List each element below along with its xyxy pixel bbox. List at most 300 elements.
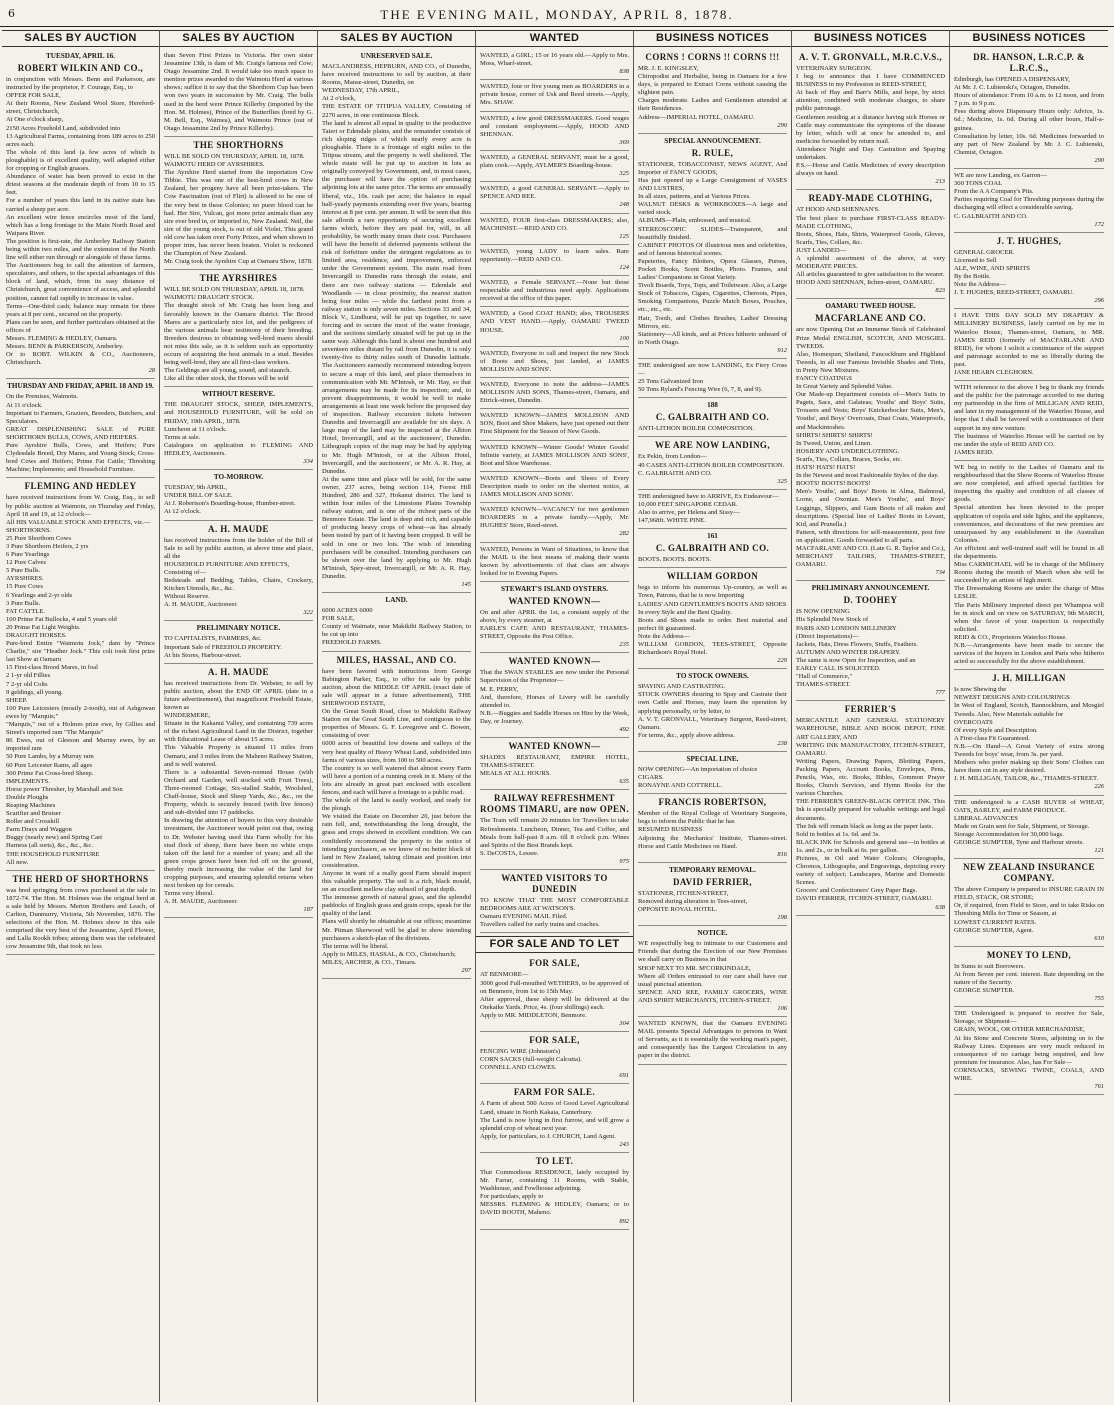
ad-text: FENCING WIRE (Johnston's) — [480, 1048, 561, 1056]
ad-text: At their Rooms, New Zealand Wool Store, Hereford-street, Christchurch, — [6, 100, 155, 116]
advertisement — [954, 950, 1104, 1007]
ad-text: Pictures, in Oil and Water Colours; Oleographs, Chromos, Lithographs, and Engravings, depicting every variety of subject; Landscapes, Marine and Domestic Scenes. — [796, 854, 945, 887]
ad-text: AYRSHIRES. — [6, 575, 44, 583]
ad-title: FLEMING AND HEDLEY — [24, 481, 137, 492]
ad-text: The Ink will remain black as long as the paper lasts. — [796, 822, 934, 830]
ad-text: HOSIERY AND UNDERCLOTHING. — [796, 447, 900, 455]
advertisement — [6, 481, 155, 870]
ad-text: 7 2-yr old Colts — [6, 680, 48, 688]
ad-text: 25 Pure Shorthorn Cows — [6, 534, 72, 542]
ad-text: Our Made-up Department consists of—Men's Suits in Pagets, Sacs, and Galateas; Youths' and Boys' Suits, Trousers and Vests; Boys' Knickerbocker Suits, Men's, Youths', and Boys' Overcoats, Dust Coats, Waterproofs, and Mackintoshes. — [796, 391, 945, 431]
ad-text: WITH reference to the above I beg to thank my friends and the public for the patronage accorded to me during my partnership in the firm of MILLIGAN AND REID, and later in my management of the Waterloo House, and hope that I shall be favored with a continuance of their support in my new venture. — [954, 384, 1104, 432]
ad-number: 635 — [619, 778, 629, 786]
ad-text: THE undersigned have to ARRIVE, Ex Endeavour— — [638, 492, 779, 500]
ad-text: 49 CASES ANTI-LITHON BOILER COMPOSITION. — [638, 461, 785, 469]
ad-text: WANTED, a GENERAL SERVANT; must be a good, plain cook.—Apply, AYLMER'S Boarding-house. — [480, 153, 629, 170]
ad-text: 300 Prime Fat Cross-bred Sheep. — [6, 769, 94, 777]
ad-text: 3 Pure Bulls. — [6, 599, 41, 607]
ad-text: After approval, these sheep will be delivered at the Otekaike Yards. Price, 4s. (four shillings) each. — [480, 995, 629, 1011]
ad-text: Consultation by letter, 10s. 6d. Medicines forwarded to any part of New Zealand by Mr. J. C. Lubienski, Chemist, Octagon. — [954, 132, 1104, 156]
ad-text: 3000 good Full-mouthed WETHERS, to be approved of on Benmore, from 1st to 15th May. — [480, 979, 629, 995]
ad-text: SPENCE AND REE, FAMILY GROCERS, WINE AND SPIRIT MERCHANTS, ITCHEN-STREET. — [638, 988, 787, 1004]
advertisement — [480, 52, 629, 80]
ad-text: WANTED KNOWN—Winter Goods! Winter Goods! Infinite variety, at JAMES MOLLISON AND SONS', Boot and Shoe Warehouse. — [480, 443, 629, 467]
ad-text: Tivoli Boards, Toys, Tops, and Toiletware. Also, a Large Stock of Tobaccos, Cigars, Cigarettes, Cheroots, Pipes, Smoking Companions, Puzzle Match Boxes, Pouches, etc., etc., etc. — [638, 282, 787, 314]
ad-text: STATIONER, ITCHEN-STREET, — [638, 889, 729, 897]
advertisement — [480, 185, 629, 213]
ad-text: CIGARS. — [638, 774, 664, 782]
ad-text: Roller and Crosskill — [6, 818, 60, 826]
ad-text: All HIS VALUABLE STOCK AND EFFECTS, viz.— — [6, 518, 151, 526]
ad-number: 226 — [1094, 783, 1104, 791]
advertisement — [480, 444, 629, 472]
ad-text: VETERINARY SURGEON. — [796, 65, 872, 72]
ad-text: The draught stock of Mr. Craig has been long and favorably known in the Oamaru district. The Brood Mares are a particularly nice lot, and the pedigrees of the various animals bear testimony of their breeding. Breeders desirous to obtaining well-bred mares should not miss this sale, as it is seldom such an opportunity occurs of acquiring the best animals in a stud. Besides being well-bred, they are all first-class workers. — [164, 302, 313, 367]
ad-heading: TO-MORROW. — [213, 473, 264, 482]
ad-text: Made on Grain sent for Sale, Shipment, or Storage. — [954, 822, 1090, 830]
ad-text: Messrs. FLEMING & HEDLEY, Oamaru. — [6, 335, 118, 342]
ad-text: 6000 acres of beautiful low downs and valleys of the very best quality of Heavy Wheat Land, subdivided into farms of various sizes, from 100 to 500 acres. — [322, 740, 471, 764]
ad-text: AT BENMORE— — [480, 971, 529, 979]
ad-text: At the same time and place will be sold, for the same owner, 237 acres, being section 114, Forest Hill Hundred, 286 and 327, Hokanui district. The land is within four miles of the Limestone Plains Township railway station, and is one of the richest parts of the Benmore Estate. The land is deep and rich, and capable of producing heavy crops of wheat—as has already been tested by part of it having been cropped. It will be sold in one or two lots. The wish of intending purchasers will be consulted. Intending purchasers can be shown over the land by applying to Mr. Hugh M'Intosh, Spey-street, Invercargill, or Mr. A. R. Hay, Dunedin. — [322, 475, 471, 580]
advertisement — [164, 52, 313, 137]
column — [476, 30, 634, 1402]
ad-text: The business of Waterloo House will be carried on by me under the style of REID AND CO. — [954, 432, 1104, 448]
ad-text: 50 Pure Lambs, by a Murray ram — [6, 753, 94, 761]
ad-text: For a number of years this land in its native state has carried a sheep per acre. — [6, 197, 155, 213]
ad-text: WE beg to notify to the Ladies of Oamaru and its neighbourhood that the Show Rooms of Waterloo House are now completed, and afford special facilities for inspecting the quality and condition of all classes of goods. — [954, 463, 1104, 504]
ad-text: Chiropodist and Herbalist, being in Oamaru for a few days, is prepared to Extract Corns without causing the slightest pain. — [638, 73, 787, 97]
ad-text: NOW OPENING—An importation of choice — [638, 766, 758, 773]
ad-title: WE ARE NOW LANDING, — [655, 440, 770, 451]
ad-text: have received instructions from W. Craig, Esq., to sell by public auction at Waimotu, on Thursday and Friday, April 18 and 19, at 12 o'clock— — [6, 494, 155, 518]
ad-text: Luncheon at 11 o'clock. — [164, 425, 227, 433]
ad-text: Miss CARMICHAEL will be in charge of the Millinery Rooms during the month of March when she will be succeeded by an artiste of high merit. — [954, 561, 1104, 585]
ad-text: 100 Pure Leicesters (mostly 2-tooth), out of Ashgowan ewes by "Marquis;" — [6, 704, 155, 720]
ad-text: WE respectfully beg to intimate to our Customers and Friends that during the Erection of our New Premises we shall carry on Business in that — [638, 940, 787, 964]
ad-text: The Paris Millinery imported direct per Whampoa will be in stock and on view on SATURDAY, 9th MARCH, when the favor of your inspection is respectfully solicited. — [954, 601, 1104, 633]
ad-title: MILES, HASSAL, AND CO. — [336, 654, 457, 665]
ad-text: WILL BE SOLD ON THURSDAY, APRIL 18, 1878. — [164, 286, 305, 294]
ad-text: For terms, &c., apply above address. — [638, 731, 735, 739]
ad-text: GENERAL GROCER. — [954, 248, 1015, 256]
advertisement — [480, 506, 629, 542]
advertisement — [480, 381, 629, 409]
ad-text: The whole of the land is easily worked, and ready for the plough. — [322, 797, 471, 813]
ad-text: The land is almost all equal in quality to the productive Taieri or Edendale plains, and the remainder consists of rich sloping ridges of which nearly every acre is ploughable. There is a frontage of eight miles to the Titipua stream, and the property is well sheltered. The whole estate will be put up to auction in lots as originally conveyed by Government, and, in most cases, the purchaser will have the option of purchasing adjoining lots at the same price. The terms are unusually liberal, viz., 10s. cash per acre; the balance in equal half-yearly payments extending over five years, bearing interest at 8 per cent. per annum. It will be seen that this sale affords a rare opportunity of securing excellent farms which, before they are paid for, will, in all probability, be worth many times their cost. Purchasers will have the benefit of deferred payments without the risk of forfeiture under the stringent regulations as to limited area, residence, and improvement, enforced under the Government system. The main road from Invercargill to Dunedin runs through the estate, and there are two railway stations — Edendale and Woodlands — in close proximity, the nearest station being four miles — while the farthest point from a railway station is only seven miles. Sections 33 and 34, Block V., Lindhurst, will be put up together, to save forcing and to secure the most of the water frontage, and the sections similarly situated will be put up in the same way. Although this land is about one hundred and seventeen miles distant by rail from Dunedin, it is only twenty-five to thirty miles south of Dunedin latitude. The Auctioneers earnestly recommend intending buyers to secure a map of this land, and place themselves in communication with Mr. M'Intosh, or Mr. Hay, so that arrangements may be made for its inspection; and, to prevent disappointments, it would be well to make arrangements at least one week before the proposed day of inspection. Railway excursion tickets between Dunedin and Invercargill are available for six days. A large map of the land may be inspected at the Albion Hotel, Invercargill, and at the auctioneers', Dunedin. Lithograph copies of the map may be had by applying to Mr. Hugh M'Intosh, or at the Albion Hotel, Invercargill, and the auctioneers', or Mr. A. R. Hay, at Dunedin. — [322, 119, 471, 475]
ad-number: 229 — [777, 657, 787, 665]
ad-title: A. H. MAUDE — [208, 523, 269, 534]
ad-text: Pure-bred Entire "Waimotu Jock," dam by "Prince Charlie," sire "Heather Jock." This colt took first prize last Show at Oamaru — [6, 640, 155, 664]
ad-number: 638 — [935, 903, 945, 911]
ad-text: WANTED, a GIRL; 15 or 16 years old.—Apply to Mrs. Moss, Wharf-street. — [480, 52, 629, 68]
ad-number: 823 — [935, 287, 945, 295]
ad-text: A splendid assortment of the above, at very MODERATE PRICES. — [796, 254, 945, 271]
advertisement — [164, 524, 313, 622]
ad-title: RAILWAY REFRESHMENT ROOMS TIMARU, are now OPEN. — [480, 793, 629, 815]
advertisement — [164, 273, 313, 387]
ad-text: Oamaru EVENING MAIL Filed. — [480, 913, 568, 921]
ad-text: 2150 Acres Freehold Land, subdivided into — [6, 124, 121, 132]
ad-text: WANTED, Everyone to note the address—JAMES MOLLISON AND SONS, Thames-street, Oamaru, and Ettrick-street, Dunedin. — [480, 381, 629, 405]
ad-text: 147,968ft. WHITE PINE. — [638, 517, 706, 525]
ad-title: FERRIER'S — [844, 704, 897, 715]
ad-text: At his Stone and Concrete Stores, adjoining on to the Railway Lines. Expenses are very much reduced in consequence of no cartage being required, and low premium for insurance. Also, has For Sale— — [954, 1034, 1104, 1066]
ad-text: Bedsteads and Bedding, Tables, Chairs, Crockery, Kitchen Utensils, &c., &c. — [164, 576, 313, 593]
ad-text: Reaping Machines — [6, 801, 56, 809]
ad-text: 6000 ACRES 6000 — [322, 607, 373, 615]
ad-text: PARIS AND LONDON MILLINERY — [796, 624, 897, 632]
advertisement — [480, 154, 629, 182]
ad-text: MERCANTILE AND GENERAL STATIONERY WAREHOUSE, BIBLE AND BOOK DEPOT, FINE ART GALLERY, AND — [796, 717, 945, 741]
ad-text: WILLIAM GORDON, TEES-STREET, Opposite Richardson's Royal Hotel. — [638, 640, 787, 657]
advertisement — [954, 1010, 1104, 1095]
ad-text: Farm Drays and Waggon — [6, 826, 72, 834]
ad-text: C. GALBRAITH AND CO. — [954, 212, 1028, 220]
ad-text: are now Opening Out an Immense Stock of Celebrated Prize Medal ENGLISH, SCOTCH, AND MOSGIEL TWEEDS. — [796, 326, 945, 350]
ad-text: THE undersigned is a CASH BUYER of WHEAT, OATS, BARLEY, and FARM PRODUCE. — [954, 798, 1104, 814]
ad-text: Jackets, Hats, Dress Flowers, Stuffs, Feathers. — [796, 640, 918, 648]
ad-heading: 188 — [707, 401, 718, 410]
ad-text: IMPLEMENTS. — [6, 777, 50, 785]
ad-text: THE Undersigned is prepared to receive for Sale, Storage, or Shipment— — [954, 1010, 1104, 1026]
advertisement — [6, 874, 155, 956]
ad-text: At Mr. J. C. Lubienski's, Octagon, Dunedin. — [954, 84, 1071, 92]
ad-text: Address—IMPERIAL HOTEL, OAMARU. — [638, 113, 755, 121]
ad-text: A. H. MAUDE, Auctioneer. — [164, 601, 238, 609]
advertisement — [638, 532, 787, 568]
ad-text: MEALS AT ALL HOURS. — [480, 770, 552, 778]
ad-text: Removed during alteration to Tees-street, — [638, 897, 748, 905]
advertisement — [638, 672, 787, 752]
advertisement — [480, 279, 629, 307]
advertisement — [638, 1020, 787, 1064]
ad-text: Sold in bottles at 1s. 6d. and 3s. — [796, 830, 880, 838]
ad-text: GRAIN, WOOL, OR OTHER MERCHANDISE, — [954, 1026, 1085, 1034]
ad-text: This Valuable Property is situated 11 miles from Oamaru, and 3 miles from the Maheno Railway Station, and is well watered. — [164, 744, 313, 768]
advertisement — [796, 584, 945, 701]
ad-number: 816 — [777, 850, 787, 858]
advertisement — [6, 52, 155, 379]
ad-heading: WITHOUT RESERVE. — [201, 390, 276, 399]
ad-text: S. DeCOSTA, Lessee. — [480, 849, 539, 857]
advertisement — [480, 412, 629, 440]
ad-text: 86 Ewes, out of Gleeson and Murray ewes, by an imported ram — [6, 737, 155, 753]
ad-heading: STEWART'S ISLAND OYSTERS. — [501, 584, 608, 593]
ad-text: has received instructions from the holder of the Bill of Sale to sell by public auction, at above time and place, all the — [164, 536, 313, 560]
ad-text: For particulars, apply to — [480, 1193, 544, 1201]
ad-text: A. H. MAUDE, Auctioneer. — [164, 898, 238, 906]
advertisement — [638, 52, 787, 134]
advertisement — [954, 799, 1104, 860]
ad-text: EARLY CALL IS SOLICITED. — [796, 665, 881, 672]
ad-text: A Farm of about 500 Acres of Good Level Agricultural Land, situate in North Kakaia, Canterbury. — [480, 1100, 629, 1116]
advertisement — [954, 172, 1104, 233]
ad-number: 325 — [619, 170, 629, 178]
ad-text: There is a substantial Seven-roomed House (with Orchard and Garden, well stocked with Fruit Trees), Three-roomed Cottage, Six-stalled Stable, Woolshed, Chaff-house, Stock and Sheep Yards, &c., &c., on the Property, which is securely fenced (with live fences) and sub-divided into 17 paddocks. — [164, 768, 313, 817]
ad-text: SHOP NEXT TO MR. M'CORKINDALE, — [638, 964, 751, 972]
advertisement — [638, 440, 787, 489]
ad-text: "Hall of Commerce," — [796, 673, 853, 681]
column — [634, 30, 792, 1402]
ad-text: WILL BE SOLD ON THURSDAY, APRIL 18, 1878. — [164, 152, 305, 160]
ad-number: 213 — [935, 178, 945, 186]
ad-text: WANTED, Everyone to call and inspect the new Stock of Boots and Shoes, just landed, at JAMES MOLLISON AND SONS'. — [480, 349, 629, 373]
ad-text: Papeteries, Fancy Blotters, Opera Glasses, Purses, Pocket Books, Scent Bottles, Photo. Frames, and Ladies' Companions in Great Variety. — [638, 257, 787, 282]
ad-text: Boots, Shoes, Hats, Shirts, Waterproof Goods, Gloves, Scarfs, Ties, Collars, &c. — [796, 230, 945, 246]
ad-title: C. GALBRAITH AND CO. — [655, 543, 770, 554]
ad-number: 243 — [619, 1140, 629, 1148]
ad-text: JAMES REID. — [954, 448, 994, 456]
advertisement — [480, 475, 629, 503]
ad-text: Has just opened up a Large Consignment of VASES AND LUSTRES, — [638, 176, 787, 193]
ad-text: HOOD AND SHENNAN, Itchen-street, OAMARU. — [796, 279, 935, 287]
advertisement — [480, 585, 629, 653]
ad-number: 100 — [619, 334, 629, 342]
ad-text: In West of England, Scotch, Bannockburn, and Mosgiel Tweeds. Also, New Materials suitable for — [954, 702, 1104, 718]
ad-text: TO CAPITALISTS, FARMERS, &c. — [164, 635, 262, 643]
ad-text: N.B.—Arrangements have been made to secure the services of the buyers in London and Paris who hitherto acted so successfully for the above establishment. — [954, 642, 1104, 666]
ad-text: Fees during above Dispensary Hours only: Advice, 1s. 6d.; Medicine, 1s. 6d. During all other hours, Half-a-guinea. — [954, 108, 1104, 132]
ad-text: MACLANDRESS, HEPBURN, AND CO., of Dunedin, have received instructions to sell by auction, at their Rooms, Manse-street, Dunedin, on — [322, 63, 471, 87]
ad-text: On the Premises, Waimotu. — [6, 393, 79, 401]
ad-number: 838 — [619, 68, 629, 76]
ad-text: TO KNOW THAT THE MOST COMFORTABLE BEDROOMS ARE AT WATSON'S. — [480, 897, 629, 913]
ad-text: STOCK OWNERS desiring to Spay and Castrate their own Cattle and Horses, may learn the operation by applying personally, or by letter, to — [638, 691, 787, 715]
ad-text: WAIMOTU HERD OF AYRSHIRES. — [164, 161, 265, 169]
ad-number: 777 — [935, 689, 945, 697]
ad-text: In drawing the attention of buyers to this very desirable investment, the Auctioneer would point out that, owing to Dr. Webster having used this Farm wholly for his stud flock of sheep, there have been no white crops taken off the land for a number of years; and all the green crops grown have been fed off on the ground, thereby much increasing the value of the land for cropping purposes, and ensuring splendid returns when next broken up for cereals. — [164, 817, 313, 890]
ad-heading: SPECIAL ANNOUNCEMENT. — [664, 136, 761, 145]
ad-text: DRAUGHT HORSES. — [6, 632, 67, 639]
ad-heading: PRELIMINARY NOTICE. — [196, 624, 281, 633]
ad-text: THE HOUSEHOLD FURNITURE — [6, 850, 100, 858]
ad-text: The position is first-rate, the Amberley Railway Station being within two miles, and the extension of the North line will either run through or alongside of these farms. — [6, 237, 155, 262]
ad-text: N.B.—On Hand—A Great Variety of extra strong Tweeds for boys' wear, from 3s. per yard. — [954, 742, 1104, 759]
advertisement — [638, 797, 787, 863]
ad-text: In all sizes, patterns, and at Various Prices. — [638, 193, 751, 201]
ad-number: 235 — [619, 641, 629, 649]
ad-text: Hours of attendance: From 10 a.m. to 12 noon, and from 7 p.m. to 9 p.m. — [954, 92, 1104, 108]
ad-heading: THURSDAY AND FRIDAY, APRIL 18 AND 19. — [7, 382, 154, 391]
advertisement — [638, 571, 787, 669]
ad-text: have been favored with instructions from George Babington Parker, Esq., to offer for sale by public auction, about the MIDDLE OF APRIL (exact date of sale will appear in a future advertisement), THE SHERWOOD ESTATE, — [322, 667, 471, 707]
ad-number: 297 — [461, 967, 471, 975]
ad-title: DAVID FERRIER, — [673, 876, 752, 887]
ad-text: WANTED, a Female SERVANT.—None but those respectable and industrious need apply. Applications received at the office of this paper. — [480, 279, 629, 303]
ad-text: WANTED KNOWN—Boots and Shoes of Every Description made to order on the shortest notice, at JAMES MOLLISON AND SONS'. — [480, 474, 629, 499]
ad-number: 296 — [1094, 297, 1104, 305]
ad-text: NEWEST DESIGNS AND COLOURINGS — [954, 694, 1070, 702]
ad-text: Terms—One-third cash; balance may remain for three years at 8 per cent., secured on the property. — [6, 302, 155, 318]
ad-text: Without Reserve. — [164, 593, 210, 601]
ad-title: R. RULE, — [691, 147, 734, 158]
ad-title: WILLIAM GORDON — [666, 571, 759, 582]
ad-text: HOUSEHOLD FURNITURE AND EFFECTS, — [164, 560, 290, 568]
ad-text: Pure Ayrshire Bulls, Cows, and Heifers; Pure Clydesdale Breed, Dry Mares, and Young Stock; Cross-bred Cows and Heifers; Prime Fat Cattle; Threshing Machine; Implements; and Household Furniture. — [6, 442, 155, 474]
ad-text: WRITING INK MANUFACTORY, ITCHEN-STREET, OAMARU. — [796, 741, 945, 757]
advertisement — [322, 52, 471, 593]
ad-text: Member of the Royal College of Veterinary Surgeons, begs to inform the Public that he has — [638, 810, 787, 826]
ad-text: WANTED, four or five young men as BOARDERS in a private house, corner of Usk and Reed streets.—Apply, Mrs. SHAW. — [480, 83, 629, 107]
ad-title: FARM FOR SALE. — [513, 1087, 596, 1098]
ad-title: ROBERT WILKIN AND CO., — [17, 63, 144, 73]
column — [318, 30, 476, 1402]
ad-number: 761 — [1094, 1083, 1104, 1091]
ad-text: than Seven First Prizes in Victoria. Her own sister Jessamine 13th, is dam of Mr. Craig's famous red Cow; Otago Jessamine 2nd. It would take too much space to mention prizes awarded to the Waimotu Herd at various shows; suffice it to say that the Shorthorn Cup has been won two years in succession by Mr. Craig. The bulls used in the herd were Prince Killerby (imported by the Hon. M. Holmes), Prince of the Butterflies (bred by G. M. Bell, Esq., Waimea), and Waimotu Prince (out of Otago Jessamine 2nd by Prince Killerby). — [164, 52, 313, 132]
page-number: 6 — [8, 7, 15, 20]
column-heading: BUSINESS NOTICES — [950, 30, 1108, 47]
ad-text: in conjunction with Messrs. Benn and Parkerson, are instructed by the proprietor, F. Courage, Esq., to — [6, 76, 155, 92]
ad-number: 28 — [148, 367, 155, 375]
ad-text: GEORGE SUMPTER, Tyne and Harbour streets. — [954, 838, 1084, 846]
ad-text: THE DRAUGHT STOCK, SHEEP, IMPLEMENTS, and HOUSEHOLD FURNITURE, will be sold on FRIDAY, 19th APRIL, 1878. — [164, 401, 313, 425]
ad-text: RONAYNE AND COTTRELL. — [638, 782, 723, 790]
advertisement — [164, 667, 313, 919]
ad-text: OVERCOATS — [954, 718, 993, 726]
ad-text: Travellers called for early trains and coaches. — [480, 921, 600, 929]
advertisement — [164, 140, 313, 270]
ad-text: That Commodious RESIDENCE, lately occupied by Mr. Farrar, containing 11 Rooms, with Stable, Washhouse, and Fowlhouse adjoining. — [480, 1169, 629, 1193]
ad-title: WANTED KNOWN— — [508, 595, 601, 606]
ad-text: 3 Pure Shorthorn Heifers, 2 yrs — [6, 542, 89, 550]
ad-text: 15 First-class Brood Mares, in foal — [6, 664, 98, 672]
advertisement — [480, 873, 629, 933]
ad-text: On the Great South Road, close to Makikihi Railway Station on the Great South Line, and contiguous to the properties of Messrs. G. F. Lovegrove and C. Bowen, consisting of over — [322, 708, 471, 740]
ad-text: By the Bottle. — [954, 272, 991, 280]
ad-text: 20 Prime Fat Light Weights. — [6, 623, 81, 631]
ad-text: That the SWAN STABLES are now under the Personal Supervision of the Proprietor— — [480, 669, 629, 685]
ad-text: FANCY COATINGS — [796, 375, 852, 382]
ad-text: ALBUMS—Plain, embossed, and musical. — [638, 217, 752, 225]
advertisement — [954, 312, 1104, 381]
ad-text: CABINET PHOTOS Of illustrious men and celebrities, and of famous historical scenes. — [638, 241, 787, 257]
ad-text: The best place to purchase FIRST-CLASS READY-MADE CLOTHING, — [796, 214, 945, 230]
ad-text: Harness (all sorts), &c., &c., &c. — [6, 842, 93, 850]
ad-text: Or, if required, from Field to Store, and to take Risks on Threshing Mills for Time or Season, at — [954, 902, 1104, 918]
ad-text: WE are now Landing, ex Garron— — [954, 172, 1048, 180]
ad-title: FOR SALE, — [529, 958, 580, 969]
ad-text: On and after APRIL the 1st, a constant supply of the above, by every steamer, at — [480, 608, 629, 624]
ad-text: ALE, WINE, AND SPIRITS — [954, 264, 1030, 272]
advertisement — [954, 52, 1104, 169]
ad-text: WAIMOTU DRAUGHT STOCK. — [164, 294, 255, 302]
ad-text: MACFARLANE AND CO. (Late G. R. Taylor and Co.), MERCHANT TAILORS, THAMES-STREET, OAMARU. — [796, 544, 945, 569]
ad-text: GEORGE SUMPTER, Agent. — [954, 926, 1034, 934]
ad-title: READY-MADE CLOTHING, — [808, 193, 933, 204]
ad-text: FAT CATTLE. — [6, 607, 45, 615]
ad-text: GEORGE SUMPTER. — [954, 987, 1015, 995]
ad-text: THE undersigned are now LANDING, Ex Fiery Cross— — [638, 362, 787, 378]
ad-text: Anyone in want of a really good Farm should inspect this valuable property. The soil is a rich, black mould, on an excellent mellow clay subsoil of great depth. — [322, 869, 471, 894]
ad-text: SHADES RESTAURANT, EMPIRE HOTEL, THAMES-STREET. — [480, 754, 629, 770]
ad-title: THE HERD OF SHORTHORNS — [12, 873, 149, 884]
ad-text: BOOTS. BOOTS. BOOTS. — [638, 556, 712, 564]
ad-text: 25 Tons Galvanized Iron — [638, 378, 704, 386]
ad-text: JUST LANDED— — [796, 246, 847, 254]
ad-number: 325 — [777, 477, 787, 485]
ad-text: We visited the Estate on December 20, just before the rain fell, and, notwithstanding the long drought, the grass and crops showed in excellent condition. We can confidently recommend the property to the notice of intending purchasers, as we know of no better block of land in New Zealand, taking climate and position into consideration. — [322, 813, 471, 869]
ad-text: Is now Shewing the — [954, 686, 1007, 694]
ad-text: Or to ROBT. WILKIN & CO., Auctioneers, Christchurch. — [6, 351, 155, 367]
ad-text: Terms at sale. — [164, 433, 201, 441]
ad-text: Parties requiring Coal for Threshing purposes during the discharging will effect a considerable saving. — [954, 196, 1104, 212]
ad-text: 6 Yearlings and 2-yr olds — [6, 591, 73, 599]
ad-heading: LAND. — [385, 596, 408, 605]
ad-text: WANTED KNOWN, that the Oamaru EVENING MAIL presents Special Advantages to persons in Want of Servants, as it is essentially the working man's paper, and consequently has the Largest Circulation in any paper in the district. — [638, 1020, 787, 1060]
ad-text: CORN SACKS (full-weight Calcutta). — [480, 1056, 582, 1064]
ad-text: At his Stores, Harbour-street. — [164, 651, 242, 659]
ad-text: In Great Variety and Splendid Value. — [796, 383, 893, 391]
advertisement — [480, 310, 629, 346]
ad-text: Ex Pekin, from London— — [638, 453, 707, 461]
ad-text: Grocers' and Confectioners' Grey Paper Bags. — [796, 887, 918, 895]
ad-text: 12 Pure Calves — [6, 559, 46, 567]
ad-text: Licensed to Sell — [954, 256, 997, 264]
ad-text: At J. Robertson's Boarding-house, Humber-street. — [164, 500, 296, 508]
advertisement — [638, 929, 787, 1017]
ad-title: J. H. MILLIGAN — [992, 673, 1066, 684]
ad-number: 106 — [777, 1004, 787, 1012]
ad-title: WANTED VISITORS TO DUNEDIN — [501, 873, 608, 895]
ad-title: TO LET. — [535, 1156, 574, 1166]
advertisement — [6, 382, 155, 478]
ad-heading: UNRESERVED SALE. — [360, 52, 433, 60]
ad-text: Stationery—All kinds, and at Prices hitherto unheard of in North Otago. — [638, 330, 787, 346]
ad-text: All new. — [6, 858, 29, 866]
ad-text: An excellent wire fence encircles most of the land, which has a long frontage to the Main North Road and Waipara River. — [6, 213, 155, 237]
ad-text: The immense growth of natural grass, and the splendid paddocks of English grass and grain crops, speak for the quality of the land. — [322, 894, 471, 918]
ad-text: C. GALBRAITH AND CO. — [638, 469, 712, 477]
ad-text: The Auctioneers beg to call the attention of farmers, speculators, and others, to the special advantages of this block of land, which, from its easy distance of Christchurch, great convenience of access, and splendid position, cannot fail rapidly to increase in value. — [6, 262, 155, 302]
ad-text: TUESDAY, 9th APRIL, — [164, 484, 228, 492]
ad-text: MR. J. E. KINGSLEY, — [638, 65, 699, 72]
ad-text: Plans will shortly be obtainable at our offices; meantime Mr. Pitman Sherwood will be glad to show intending purchasers a sketch-plan of the divisions. — [322, 918, 471, 942]
ad-text: SPAYING AND CASTRATING. — [638, 683, 726, 691]
ad-text: A. V. T. GRONVALL, Veterinary Surgeon, Reed-street, Oamaru. — [638, 715, 787, 731]
ad-text: Apply, for particulars, to J. CHURCH, Land Agent. — [480, 1132, 616, 1140]
ad-text: Men's Youths', and Boys' Boots in Alma, Balmoral, Lorne, and Oxonian. Men's Youths', and Boys' Leggings, Slippers, and Gum Boots of all makes and descriptions. (Special line of Ladies' Boots in Levant, Kid, and Prunella.) — [796, 488, 945, 528]
ad-text: THE ESTATE OF TITIPUA VALLEY, Consisting of 2270 acres, in one continuous Block. — [322, 103, 471, 119]
ad-text: Pattern, with directions for self-measurement, post free on application. Goods forwarded to all parts. — [796, 528, 945, 544]
advertisement — [480, 1035, 629, 1084]
ad-text: His Splendid New Stock of — [796, 616, 869, 624]
ad-text: WANTED, a few good DRESSMAKERS. Good wages and constant employment.—Apply, HOOD AND SHENNAN. — [480, 114, 629, 138]
ad-number: 290 — [777, 121, 787, 129]
ad-text: Also, Homespun, Shetland, Fancockburn and Highland Tweeds, in all our Famous Invisible Shades and Tints, in Pretty New Mixtures. — [796, 350, 945, 374]
ad-text: Mr. Craig took the Ayrshire Cup at Oamaru Show, 1878. — [164, 258, 313, 266]
ad-text: LOWEST CURRENT RATES. — [954, 918, 1037, 926]
ad-text: 60 Pure Leicester Rams, all ages — [6, 761, 93, 769]
advertisement — [480, 1156, 629, 1230]
ad-text: Apply to MR. MIDDLETON, Benmore. — [480, 1011, 587, 1019]
newspaper-title: THE EVENING MAIL, MONDAY, APRIL 8, 1878. — [380, 7, 734, 22]
advertisement — [796, 52, 945, 190]
ad-text: At back of Hay and Barr's Mills, and hope, by strict attention, combined with moderate charges, to share public patronage. — [796, 89, 945, 113]
ad-text: THE FERRIER'S GREEN-BLACK OFFICE INK. This Ink is specially prepared for valuable writings and legal documents. — [796, 798, 945, 822]
ad-text: Double Ploughs — [6, 793, 49, 801]
ad-text: FREEHOLD FARMS. — [322, 639, 382, 647]
ad-heading: PRELIMINARY ANNOUNCEMENT. — [811, 584, 930, 593]
ad-text: begs to inform his numerous Up-country, as well as Town, Patrons, that he is now Importing — [638, 584, 787, 600]
ad-title: WANTED KNOWN— — [508, 656, 601, 667]
ad-text: SHORTHORNS. — [6, 526, 52, 534]
ad-heading: SPECIAL LINE. — [686, 755, 739, 763]
ad-text: JANE HEARN CLEGHORN. — [954, 369, 1034, 376]
ad-text: The Dressmaking Rooms are under the charge of Miss LESLIE. — [954, 585, 1104, 601]
column — [950, 30, 1108, 1402]
ad-text: In Tweed, Union, and Linen. — [796, 439, 872, 447]
